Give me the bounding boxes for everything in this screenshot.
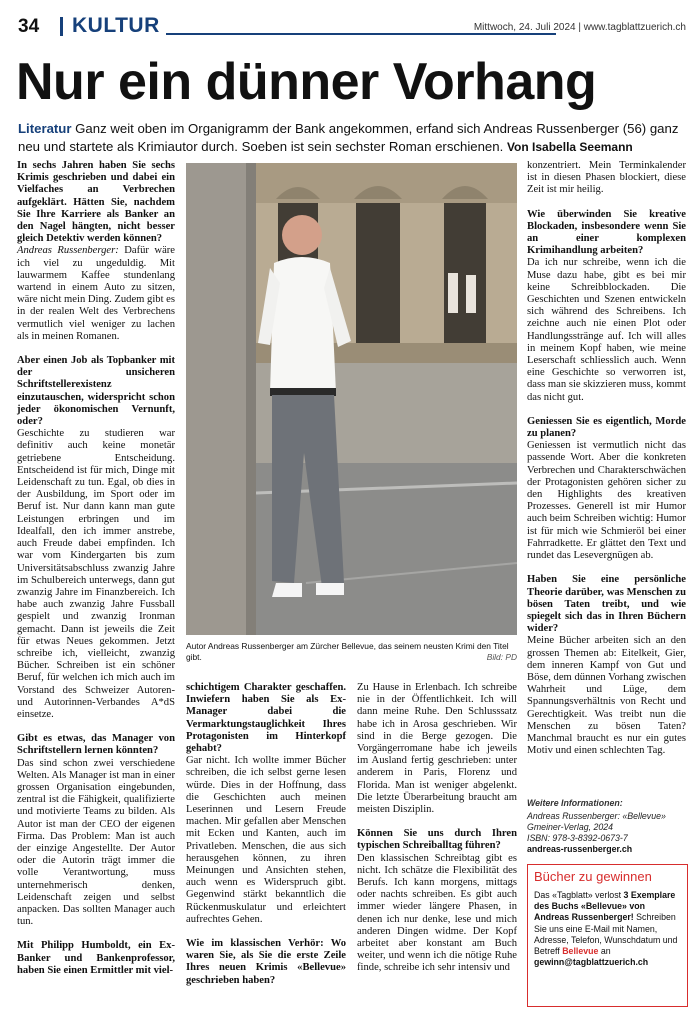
author-photo-illustration [186, 163, 517, 635]
author-photo [186, 163, 517, 635]
section-title: KULTUR [72, 14, 160, 37]
lead-text: Ganz weit oben im Organigramm der Bank angekommen, erfand sich Andreas Russenberger (56) ganz neu und startete als Krimiautor durch. Soeben ist sein sechster Roman erschienen. [18, 121, 679, 154]
answer: Zu Hause in Erlenbach. Ich schreibe nie in der Öffentlichkeit. Ich will dann meine Ruhe. Den Schlusssatz habe ich in Arosa geschrieben. Wir sind in die Berge gezogen. Die Vorgängerromane habe ich jeweils im Ausland fertig geschrieben: unter anderem in Paris, Florenz und Florida. Man ist weniger abgelenkt. Die letzte Überarbeitung braucht am meisten Disziplin. [357, 682, 517, 816]
header-separator [60, 17, 63, 36]
photo-caption [186, 641, 517, 663]
author-website-link[interactable]: andreas-russenberger.ch [527, 844, 633, 854]
text-column-3 [357, 682, 517, 975]
question: Aber einen Job als Topbanker mit der unsicheren Schriftstellerexistenz einzutauschen, widerspricht schon jeder ökonomischen Vernunft, oder? [17, 355, 175, 428]
question: Geniessen Sie es eigentlich, Morde zu planen? [527, 415, 686, 440]
page-number: 34 [18, 16, 40, 37]
info-line: Andreas Russenberger: «Bellevue» [527, 811, 666, 821]
question: schichtigem Charakter geschaffen. Inwiefern haben Sie als Ex-Manager dabei die Vermarktungstauglichkeit Ihres Protagonisten im Hinterkopf gehabt? [186, 682, 346, 755]
interviewee-name: Andreas Russenberger: [17, 245, 119, 257]
answer: Meine Bücher arbeiten sich an den grossen Themen ab: Eitelkeit, Gier, dem inneren Kampf von Gut und Böse, dem dünnen Vorhang zwischen Wahrheit und Lüge, dem Spannungsverhältnis von Recht und Gerechtigkeit. Was treibt nun die Menschen zu bösen Taten? Manchmal braucht es nur ein gutes Motiv und einen schlechten Tag. [527, 635, 686, 757]
answer: Geschichte zu studieren war definitiv auch keine monetär getriebene Entscheidung. Entscheidend ist für mich, Dinge mit Leidenschaft zu tun. Egal, ob dies in der Ausbildung, im Sport oder im Beruf ist. Nur dann kann man gute Leistungen erbringen und im Idealfall, den ich immer anstrebe, auch Freude dabei empfinden. Ich war vom Kindergarten bis zum Universitätsabschluss zwanzig Jahre im Schulbereich unterwegs, dann gut zwanzig Jahre im Finanzbereich. Ich habe auch zwanzig Jahre Fussball gespielt und zwanzig Ironman gemacht. Dann ist jeweils die Zeit für etwas Neues gekommen. Jetzt schreibe ich, vielleicht, zwanzig Bücher. Schreiben ist ein schöner Beruf, für welchen ich mich auch im Vorstand des Schweizer Autoren- und Autorinnen-Verbandes A*dS einsetze. [17, 428, 175, 720]
info-line: ISBN: 978-3-8392-0673-7 [527, 833, 628, 843]
answer: Geniessen ist vermutlich nicht das passende Wort. Aber die konkreten Verbrechen und Charakterschwächen der Protagonisten gehören sicher zu den Highlights des kreativen Prozesses. Generell ist mir Humor auch beim Schreiben wichtig: Humor ist für mich wie Schmieröl bei einer Fahrradkette. Er glättet den Text und rundet das Lesevergnügen ab. [527, 440, 686, 562]
giveaway-text-part: Schreiben Sie uns eine E-Mail mit Namen, Adresse, Telefon, Wunschdatum und Betreff [534, 912, 678, 957]
question: Wie im klassischen Verhör: Wo waren Sie, als Sie die erste Zeile Ihres neuen Krimis «Bellevue» geschrieben haben? [186, 938, 346, 986]
answer: Das sind schon zwei verschiedene Welten. Als Manager ist man in einer grossen Organisation eingebunden, zentral ist die Fähigkeit, qualifizierte und motivierte Teams zu bilden. Als Autor ist man der CEO der eigenen Firma. Das Problem: Man ist auch der einzige Angestellte. Der Autor oder die Autorin trägt immer die volle Verantwortung, muss unternehmerisch denken, Leidenschaft zeigen und selbst anpacken. Das sollten Manager auch tun. [17, 757, 175, 928]
info-title: Weitere Informationen: [527, 798, 623, 808]
question: Gibt es etwas, das Manager von Schriftstellern lernen könnten? [17, 733, 175, 757]
answer: konzentriert. Mein Terminkalender ist in diesen Phasen blockiert, diese Zeit ist mir heilig. [527, 160, 686, 196]
giveaway-email-link[interactable]: gewinn@tagblattzuerich.ch [534, 957, 649, 968]
question: Wie überwinden Sie kreative Blockaden, insbesondere wenn Sie an einer komplexen Krimihandlung arbeiten? [527, 208, 686, 257]
photo-credit: Bild: PD [486, 652, 517, 662]
text-column-4 [527, 160, 686, 757]
book-info [527, 798, 686, 855]
info-line: Gmeiner-Verlag, 2024 [527, 822, 614, 832]
text-column-1 [17, 160, 175, 977]
headline: Nur ein dünner Vorhang [16, 53, 597, 111]
giveaway-text-part: an [598, 946, 611, 957]
giveaway-title: Bücher zu gewinnen [534, 869, 652, 884]
text-column-2 [186, 682, 346, 987]
lead-paragraph [18, 120, 688, 156]
page-header [18, 14, 686, 40]
giveaway-text-part: Das «Tagblatt» verlost [534, 890, 624, 900]
question: Mit Philipp Humboldt, ein Ex-Banker und Bankenprofessor, haben Sie einen Ermittler mit viel- [17, 940, 175, 976]
answer [17, 245, 175, 343]
giveaway-highlight: 3 Exemplare des Buchs «Bellevue» von Andreas Russenberger! [534, 890, 676, 923]
caption-text: Autor Andreas Russenberger am Zürcher Bellevue, das seinem neusten Krimi den Titel gibt. [186, 641, 509, 662]
giveaway-subject: Bellevue [562, 946, 599, 957]
giveaway-text [534, 890, 681, 968]
dateline: Mittwoch, 24. Juli 2024 | www.tagblattzuerich.ch [473, 22, 686, 33]
question: Haben Sie eine persönliche Theorie darüber, was Menschen zu bösen Taten treibt, und wie spiegelt sich das in Ihren Büchern wider? [527, 574, 686, 635]
answer: Den klassischen Schreibtag gibt es nicht. Ich schätze die Flexibilität des Berufs. Ich kann morgens, mittags oder nachts schreiben. Es gibt auch immer wieder längere Phasen, in denen ich nur denke, lese und mich anderen Dingen widme. Der Kopf arbeitet aber konstant am Buch weiter, und wenn ich die nötige Ruhe finde, schreibe ich sehr intensiv und [357, 852, 517, 974]
giveaway-box [527, 864, 688, 1007]
header-rule [166, 33, 556, 35]
lead-kicker: Literatur [18, 121, 72, 136]
answer: Gar nicht. Ich wollte immer Bücher schreiben, die ich selbst gerne lesen würde. Dies in der Hoffnung, dass die Geschichten auch meinen Leserinnen und Lesern Freude machen. Mir gefallen aber Menschen mit Ecken und Kanten, auch im Privatleben. Menschen, die aus sich herausgehen können, zu ihren Meinungen und Ansichten stehen, auch wenn es Widerspruch gibt. Gegenwind stärkt bekanntlich die Rückenmuskulatur und erleichtert aufrechtes Gehen. [186, 755, 346, 925]
question: In sechs Jahren haben Sie sechs Krimis geschrieben und dabei ein Vielfaches an Verbrechen aufgeklärt. Hätten Sie, nachdem Sie Ihre Karriere als Banker an den Nagel hängten, nicht besser gleich Detektiv werden können? [17, 160, 175, 245]
answer-text: Dafür wäre ich viel zu ungeduldig. Mit lauwarmem Kaffee stundenlang wartend in einem Auto zu sitzen, wäre nicht mein Ding. Zudem gibt es in der realen Welt des Verbrechens vermutlich viel weniger zu lachen als in meinen Romanen. [17, 245, 175, 342]
answer: Da ich nur schreibe, wenn ich die Muse dazu habe, gibt es bei mir keine Schreibblockaden. Die Geschichten und Szenen entwickeln sich während des Schreibens. Ich zeichne auch nie einen Plot oder Handlungsstränge auf. Ich will alles in meinem Kopf haben, wie meine Leserschaft schliesslich auch. Wenn eine Geschichte so verworren ist, dass man sie skizzieren muss, kommt das nicht gut. [527, 257, 686, 403]
question: Können Sie uns durch Ihren typischen Schreiballtag führen? [357, 828, 517, 852]
byline: Von Isabella Seemann [506, 140, 633, 154]
